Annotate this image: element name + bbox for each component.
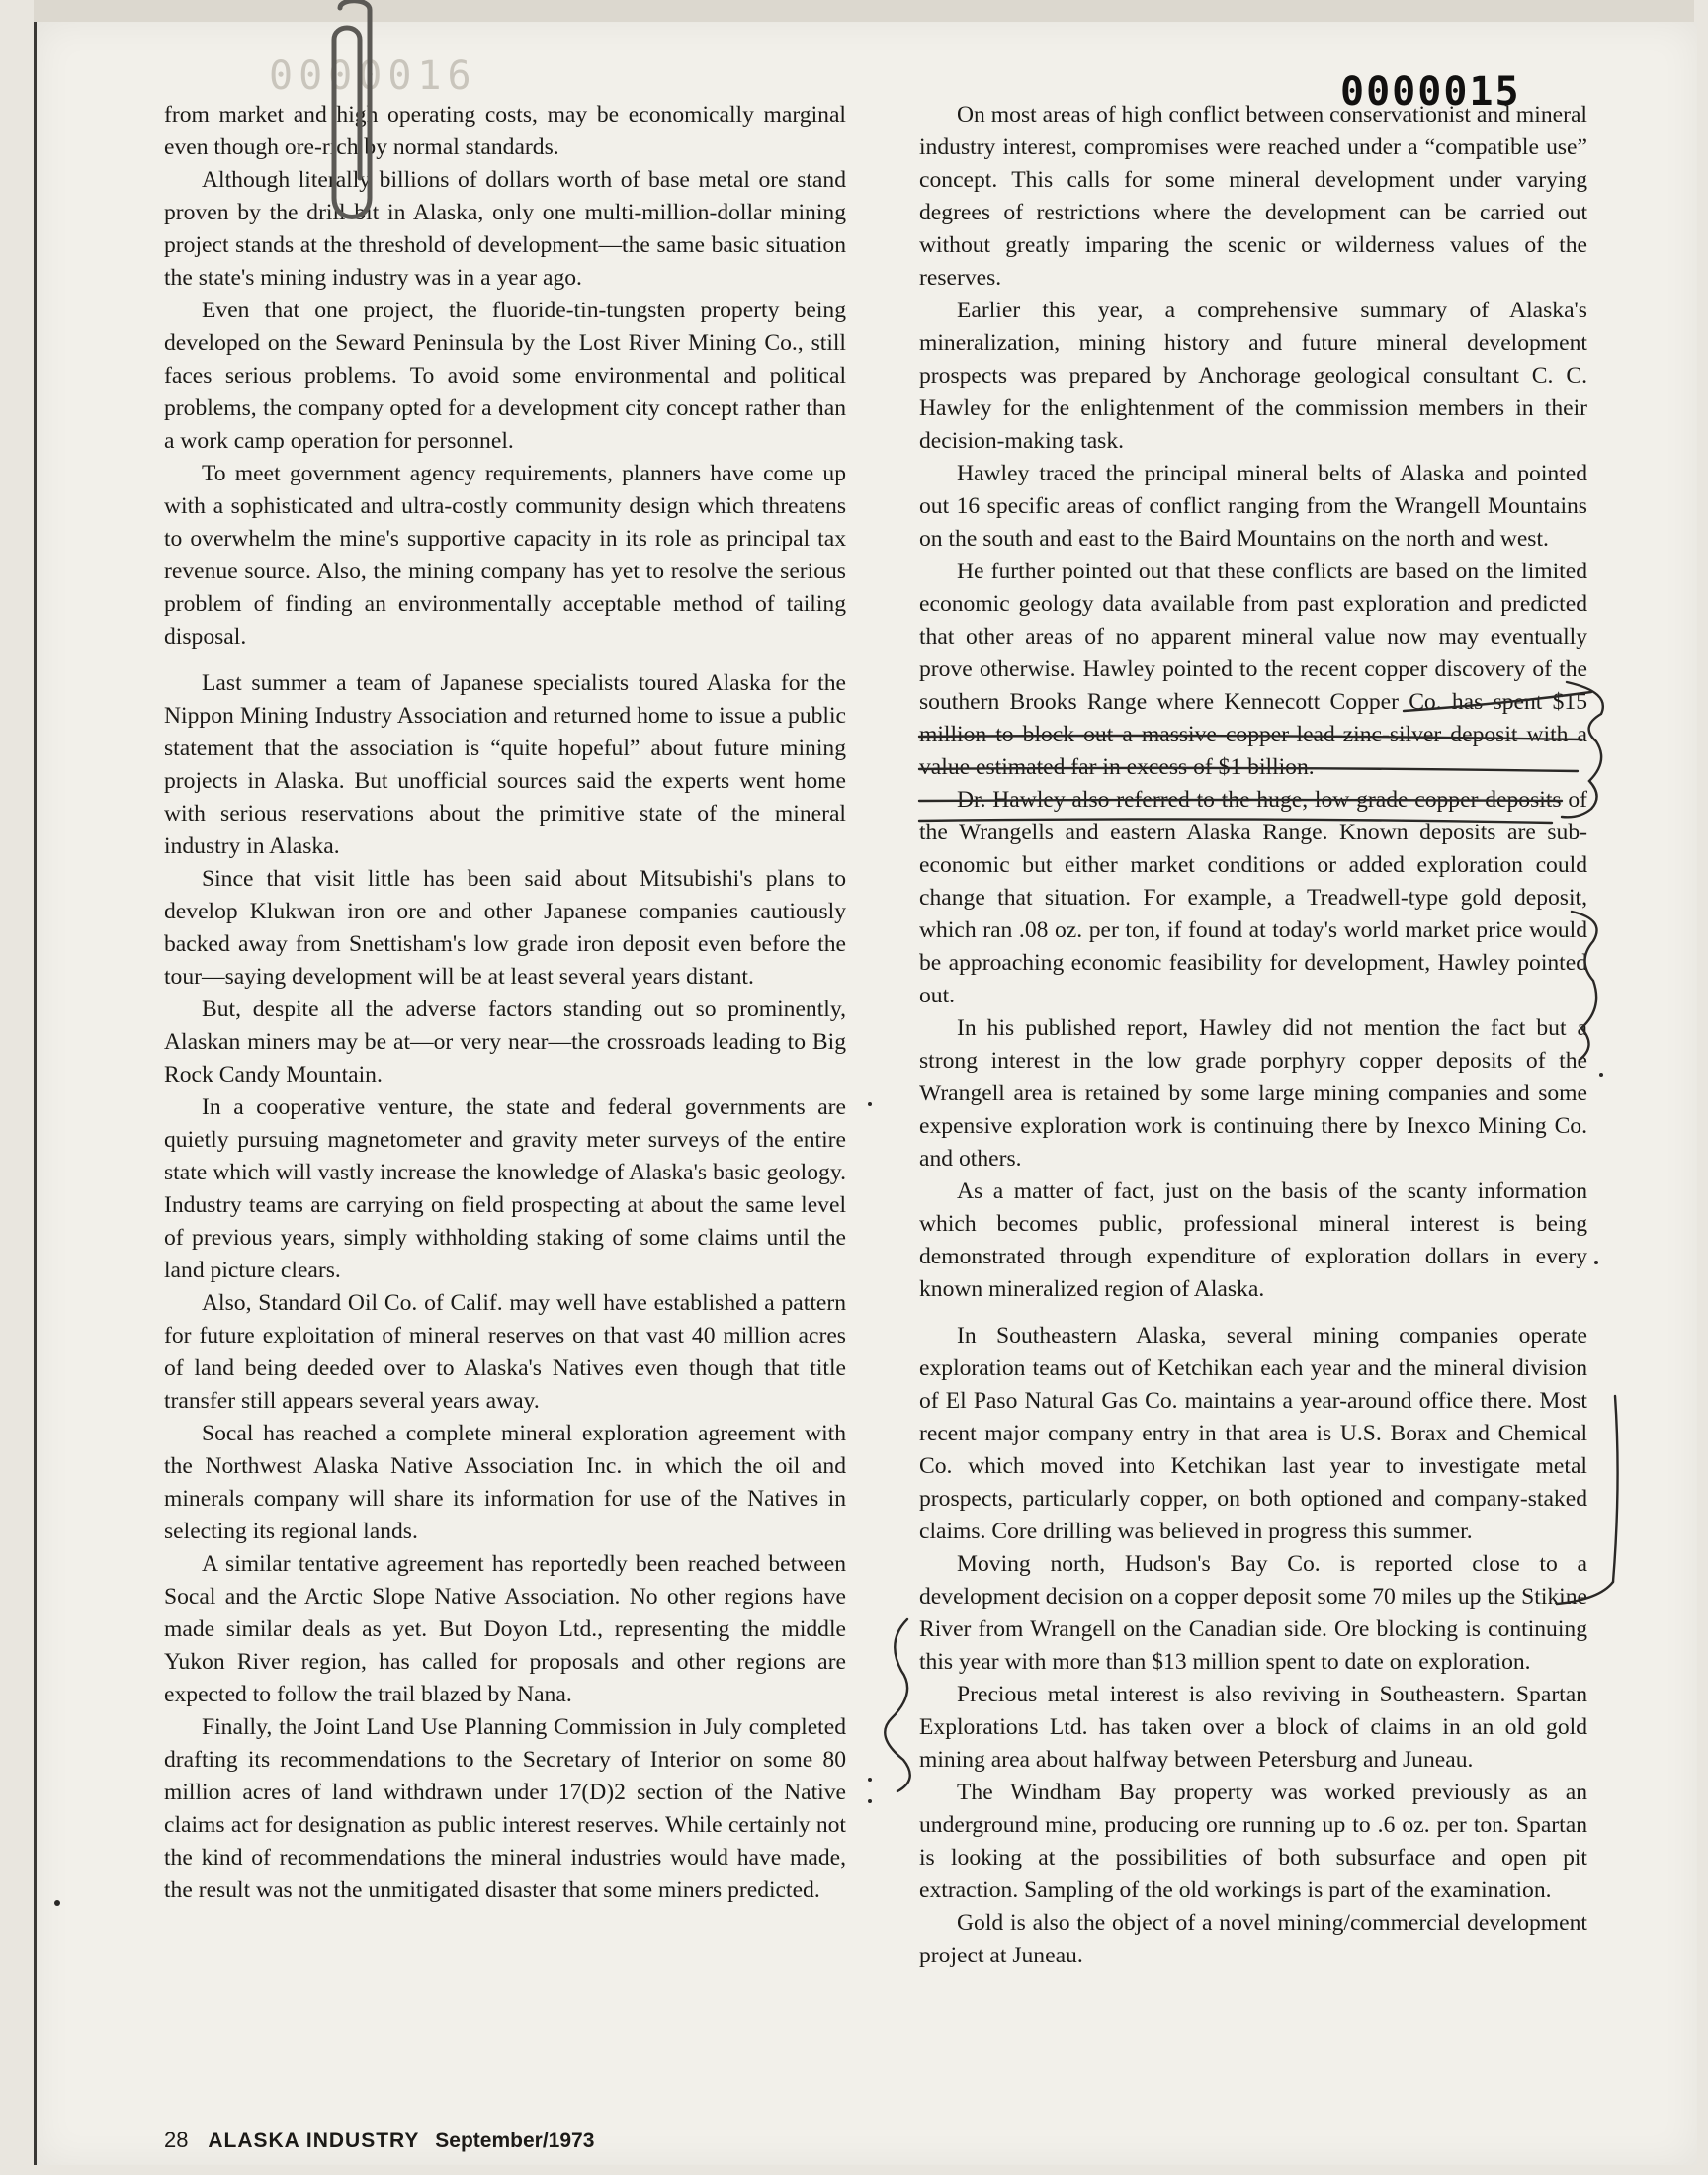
issue-date: September/1973 bbox=[435, 2130, 595, 2152]
right-paragraph-9: Moving north, Hudson's Bay Co. is reported close to a development decision on a copper deposit some 70 miles up the Stikine River from Wrangell on the Canadian side. Ore blocking is continuing this year with more than $13 million spent to date on exploration. bbox=[919, 1551, 1587, 1675]
left-paragraph-7: But, despite all the adverse factors standing out so prominently, Alaskan miners may be at—or very near—the crossroads leading to Big Rock Candy Mountain. bbox=[164, 997, 846, 1088]
margin-dot-5 bbox=[868, 1799, 872, 1803]
right-paragraph-1: On most areas of high conflict between conservationist and mineral industry interest, compromises were reached under a “compatible use” concept. This calls for some mineral development under varying degrees of restrictions where the development can be carried out without greatly imparing the scenic or wilderness values of the reserves. bbox=[919, 102, 1587, 291]
right-paragraph-4: He further pointed out that these conflicts are based on the limited economic geology data available from past exploration and predicted that other areas of no apparent mineral value now may eventually prove otherwise. Hawley pointed to the recent copper discovery of the southern Brooks Range where Kennecott Copper Co. has spent $15 million to block out a massive copper-lead-zinc-silver deposit with a value estimated far in excess of $1 billion. bbox=[919, 559, 1587, 780]
left-paragraph-9: Also, Standard Oil Co. of Calif. may well have established a pattern for future exploitation of mineral reserves on that vast 40 million acres of land being deeded over to Alaska's Natives even though that title transfer still appears several years away. bbox=[164, 1290, 846, 1414]
underline-1 bbox=[1404, 692, 1591, 711]
bracket-southeastern bbox=[1613, 1396, 1618, 1582]
right-paragraph-6: In his published report, Hawley did not mention the fact but a strong interest in the low grade porphyry copper deposits of the Wrangell area is retained by some large mining companies and some expensive exploration work is continuing there by Inexco Mining Co. and others. bbox=[919, 1015, 1587, 1172]
left-paragraph-10: Socal has reached a complete mineral exploration agreement with the Northwest Alaska Native Association Inc. in which the oil and minerals company will share its information for use of the Natives in selecting its regional lands. bbox=[164, 1421, 846, 1544]
left-paragraph-6: Since that visit little has been said about Mitsubishi's plans to develop Klukwan iron ore and other Japanese companies cautiously backed away from Snettisham's low grade iron deposit even before the tour—saying development will be at least several years distant. bbox=[164, 866, 846, 990]
right-paragraph-10: Precious metal interest is also reviving in Southeastern. Spartan Explorations Ltd. has taken over a block of claims in an old gold mining area about halfway between Petersburg and Juneau. bbox=[919, 1682, 1587, 1773]
left-paragraph-11: A similar tentative agreement has reportedly been reached between Socal and the Arctic Slope Native Association. No other regions have made similar deals as yet. But Doyon Ltd., representing the middle Yukon River region, has called for proposals and other regions are expected to follow the trail blazed by Nana. bbox=[164, 1551, 846, 1707]
left-paragraph-2: Although literally billions of dollars worth of base metal ore stand proven by the drill bit in Alaska, only one multi-million-dollar mining project stands at the threshold of development—the same basic situation the state's mining industry was in a year ago. bbox=[164, 167, 846, 291]
right-paragraph-8: In Southeastern Alaska, several mining companies operate exploration teams out of Ketchikan each year and the mineral division of El Paso Natural Gas Co. maintains a year-around office there. Most recent major company entry in that area is U.S. Borax and Chemical Co. which moved into Ketchikan last year to investigate metal prospects, particularly copper, on both optioned and company-staked claims. Core drilling was believed in progress this summer. bbox=[919, 1323, 1587, 1544]
faded-stamp-number: 0000016 bbox=[269, 53, 477, 99]
bracket-southeastern-end bbox=[1557, 1582, 1613, 1604]
margin-dot-4 bbox=[868, 1778, 872, 1782]
underline-4 bbox=[919, 800, 1562, 801]
margin-dot-6 bbox=[54, 1900, 60, 1906]
left-paragraph-5: Last summer a team of Japanese specialists toured Alaska for the Nippon Mining Industry Association and returned home to issue a public statement that the association is “quite hopeful” about future mining projects in Alaska. But unofficial sources said the experts went home with serious reservations about the primitive state of the mineral industry in Alaska. bbox=[164, 670, 846, 859]
bracket-kennecott bbox=[1562, 682, 1603, 817]
underline-3 bbox=[919, 768, 1578, 771]
right-paragraph-2: Earlier this year, a comprehensive summary of Alaska's mineralization, mining history and future mineral development prospects was prepared by Anchorage geological consultant C. C. Hawley for the enlightenment of the commission members in their decision-making task. bbox=[919, 298, 1587, 454]
underline-2 bbox=[919, 736, 1581, 740]
left-paragraph-12: Finally, the Joint Land Use Planning Commission in July completed drafting its recommendations to the Secretary of Interior on some 80 million acres of land withdrawn under 17(D)2 section of the Native claims act for designation as public interest reserves. While certainly not the kind of recommendations the mineral industries would have made, the result was not the unmitigated disaster that some miners predicted. bbox=[164, 1714, 846, 1903]
left-paragraph-4: To meet government agency requirements, planners have come up with a sophisticated and ultra-costly community design which threatens to overwhelm the mine's supportive capacity in its role as principal tax revenue source. Also, the mining company has yet to resolve the serious problem of finding an environmentally acceptable method of tailing disposal. bbox=[164, 461, 846, 650]
margin-dot-3 bbox=[1594, 1261, 1598, 1264]
left-paragraph-3: Even that one project, the fluoride-tin-tungsten property being developed on the Seward Peninsula by the Lost River Mining Co., still faces serious problems. To avoid some environmental and political problems, the company opted for a development city concept rather than a work camp operation for personnel. bbox=[164, 298, 846, 454]
document-stamp-number: 0000015 bbox=[1340, 69, 1521, 115]
page-number: 28 bbox=[164, 2128, 189, 2152]
magazine-name: ALASKA INDUSTRY bbox=[208, 2130, 420, 2152]
left-paragraph-1: from market and high operating costs, may be economically marginal even though ore-rich by normal standards. bbox=[164, 102, 846, 160]
bracket-hudsons-bay bbox=[885, 1619, 909, 1791]
right-paragraph-3: Hawley traced the principal mineral belts of Alaska and pointed out 16 specific areas of conflict ranging from the Wrangell Mountains on the south and east to the Baird Mountains on the north and west. bbox=[919, 461, 1587, 552]
right-paragraph-11: The Windham Bay property was worked previously as an underground mine, producing ore running up to .6 oz. per ton. Spartan is looking at the possibilities of both subsurface and open pit extraction. Sampling of the old workings is part of the examination. bbox=[919, 1780, 1587, 1903]
bracket-treadwell bbox=[1572, 912, 1597, 1060]
margin-dot-2 bbox=[868, 1102, 872, 1106]
right-paragraph-5: Dr. Hawley also referred to the huge, low grade copper deposits of the Wrangells and eastern Alaska Range. Known deposits are sub-economic but either market conditions or added exploration could change that situation. For example, a Treadwell-type gold deposit, which ran .08 oz. per ton, if found at today's world market price would be approaching economic feasibility for development, Hawley pointed out. bbox=[919, 787, 1587, 1008]
margin-dot-1 bbox=[1599, 1073, 1603, 1077]
right-paragraph-7: As a matter of fact, just on the basis of the scanty information which becomes public, professional mineral interest is being demonstrated through expenditure of exploration dollars in every known mineralized region of Alaska. bbox=[919, 1178, 1587, 1302]
right-paragraph-12: Gold is also the object of a novel mining/commercial development project at Juneau. bbox=[919, 1910, 1587, 1968]
underline-5 bbox=[919, 819, 1552, 823]
left-paragraph-8: In a cooperative venture, the state and federal governments are quietly pursuing magnetometer and gravity meter surveys of the entire state which will vastly increase the knowledge of Alaska's basic geology. Industry teams are carrying on field prospecting at about the same level of previous years, simply withholding staking of some claims until the land picture clears. bbox=[164, 1094, 846, 1283]
